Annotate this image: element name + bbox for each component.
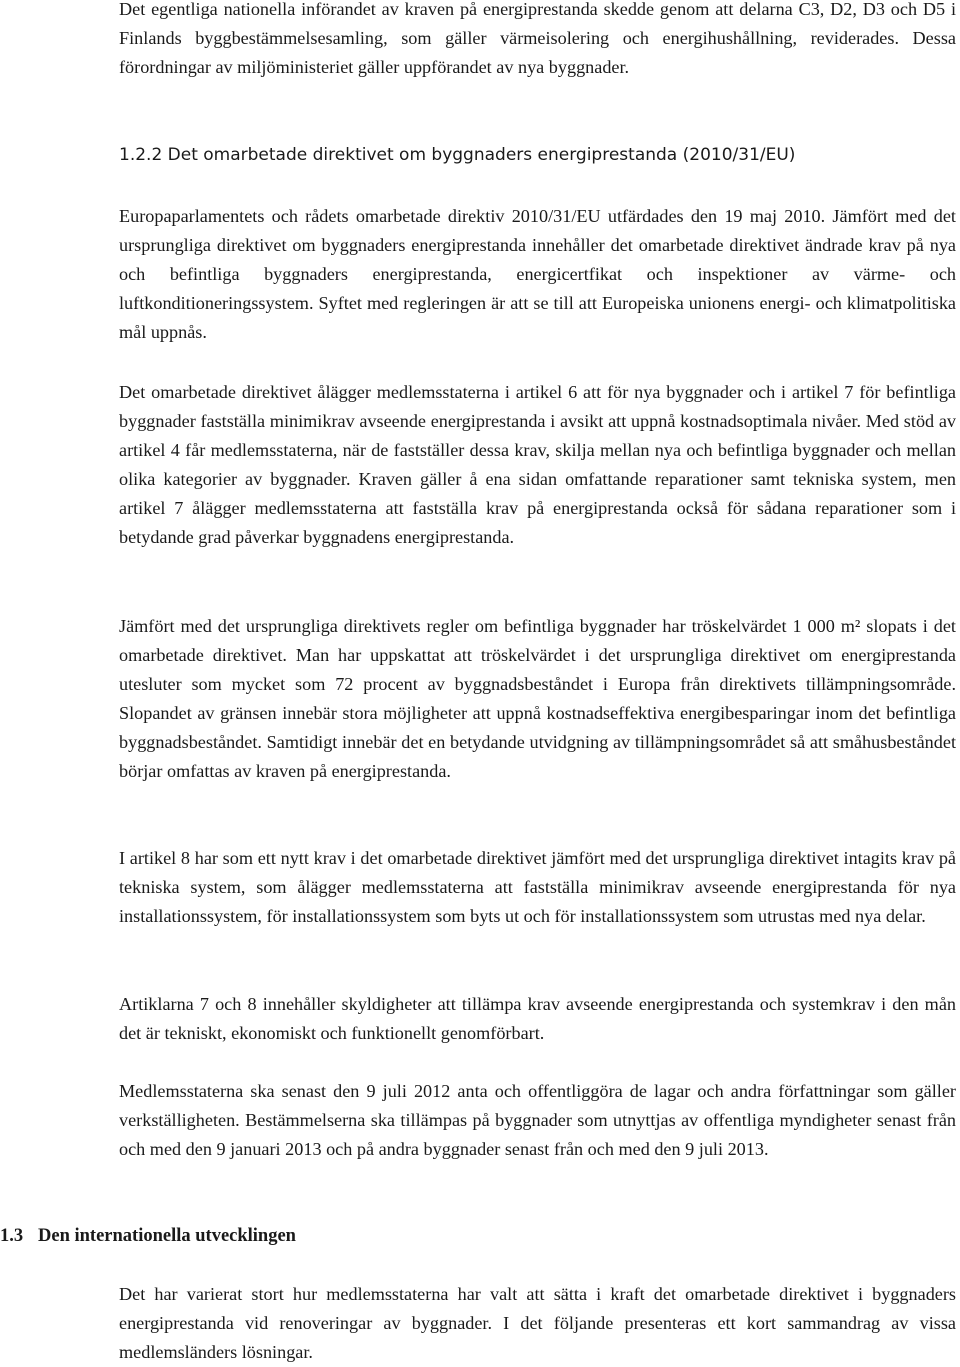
paragraph-member-states: Det har varierat stort hur medlemsstaterna har valt att sätta i kraft det omarbetade direktivet i byggnaders energiprestanda vid renoveringar av byggnader. I det följande presenteras ett kort sammandrag av vissa medlemsländers lösningar. [119,1284,956,1362]
paragraph-recast-directive: Europaparlamentets och rådets omarbetade direktiv 2010/31/EU utfärdades den 19 maj 2010. Jämfört med det ursprungliga direktivet om byggnaders energiprestanda innehåller det omarbetade direktivet ändrade krav på nya och befintliga byggnaders energiprestanda, energicertfikat och inspektioner av värme- och luftkonditioneringssystem. Syftet med regleringen är att se till att Europeiska unionens energi- och klimatpolitiska mål uppnås. [119,206,956,342]
paragraph-threshold-removed: Jämfört med det ursprungliga direktivets regler om befintliga byggnader har tröskelvärdet 1 000 m² slopats i det omarbetade direktivet. Man har uppskattat att tröskelvärdet i det ursprungliga direktivet om energiprestanda utesluter som mycket som 72 procent av byggnadsbeståndet i Europa från direktivets tillämpningsområde. Slopandet av gränsen innebär stora möjligheter att uppnå kostnadseffektiva energibesparingar inom det befintliga byggnadsbeståndet. Samtidigt innebär det en betydande utvidgning av tillämpningsområdet så att småhusbeståndet börjar omfattas av kraven på energiprestanda. [119,616,956,781]
section-number: 1.3 [0,1226,24,1246]
section-heading-1-2-2: 1.2.2 Det omarbetade direktivet om byggnaders energiprestanda (2010/31/EU) [119,145,796,165]
section-title: Den internationella utvecklingen [38,1226,296,1246]
paragraph-article-6-7: Det omarbetade direktivet ålägger medlemsstaterna i artikel 6 att för nya byggnader och i artikel 7 för befintliga byggnader fastställa minimikrav avseende energiprestanda i avsikt att uppnå kostnadsoptimala nivåer. Med stöd av artikel 4 får medlemsstaterna, när de fastställer dessa krav, skilja mellan nya och befintliga byggnader och mellan olika kategorier av byggnader. Kraven gäller å ena sidan omfattande reparationer samt tekniska system, men artikel 7 ålägger medlemsstaterna att fastställa krav på energiprestanda också för sådana reparationer som i betydande grad påverkar byggnadens energiprestanda. [119,382,956,547]
paragraph-articles-7-8: Artiklarna 7 och 8 innehåller skyldigheter att tillämpa krav avseende energiprestanda och systemkrav i den mån det är tekniskt, ekonomiskt och funktionellt genomförbart. [119,994,956,1043]
paragraph-deadlines: Medlemsstaterna ska senast den 9 juli 2012 anta och offentliggöra de lagar och andra författningar som gäller verkställigheten. Bestämmelserna ska tillämpas på byggnader som utnyttjas av offentliga myndigheter senast från och med den 9 januari 2013 och på andra byggnader senast från och med den 9 juli 2013. [119,1081,956,1159]
section-heading-1-3 [0,1222,296,1251]
paragraph-article-8: I artikel 8 har som ett nytt krav i det omarbetade direktivet jämfört med det ursprungliga direktivet intagits krav på tekniska system, som ålägger medlemsstaterna att fastställa minimikrav avseende energiprestanda för nya installationssystem, för installationssystem som byts ut och för installationssystem som utrustas med nya delar. [119,848,956,926]
paragraph-national-implementation: Det egentliga nationella införandet av kraven på energiprestanda skedde genom att delarna C3, D2, D3 och D5 i Finlands byggbestämmelsesamling, som gäller värmeisolering och energihushållning, reviderades. Dessa förordningar av miljöministeriet gäller uppförandet av nya byggnader. [119,0,956,77]
